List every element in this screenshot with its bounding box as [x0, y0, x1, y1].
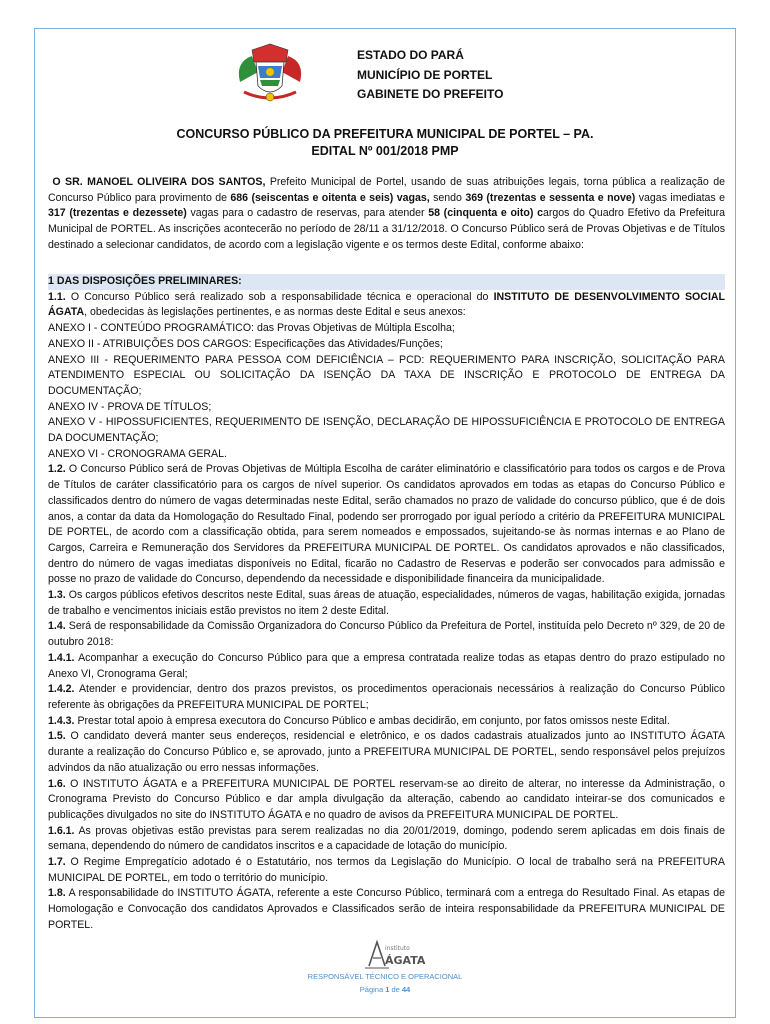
item-text: Será de responsabilidade da Comissão Organizadora do Concurso Público da Prefeitura de Portel, instituída pelo Decreto nº 329, de 20 de outubro 2018: — [48, 620, 725, 649]
municipal-coat-of-arms-logo — [230, 42, 310, 106]
intro-paragraph — [48, 175, 725, 254]
item-number: 1.3. — [48, 589, 66, 602]
item-1-3 — [48, 588, 725, 619]
annex-1: ANEXO I - CONTEÚDO PROGRAMÁTICO: das Provas Objetivas de Múltipla Escolha; — [48, 322, 455, 335]
item-number: 1.4.3. — [48, 714, 75, 727]
item-1-4 — [48, 619, 725, 650]
item-text: O candidato deverá manter seus endereços, residencial e eletrônico, e os dados cadastrais atualizados junto ao INSTITUTO ÁGATA durante a realização do Concurso Público e, se aprovado, junto a PREFEITURA MUNICIPAL DE PORTEL, sendo responsável pelos prejuízos advindos da não atualização ou erro nessas informações. — [48, 730, 725, 774]
annex-6: ANEXO VI - CRONOGRAMA GERAL. — [48, 447, 227, 460]
intro-text: vagas imediatas e — [635, 191, 725, 204]
section-1 — [48, 274, 725, 934]
instituto-agata-logo — [355, 936, 425, 974]
annex-2: ANEXO II - ATRIBUIÇÕES DOS CARGOS: Especificações das Atividades/Funções; — [48, 337, 443, 350]
header-office: GABINETE DO PREFEITO — [357, 87, 504, 101]
intro-vacancies-immediate: 369 (trezentas e sessenta e nove) — [465, 191, 636, 204]
institute-name: INSTITUTO DE DESENVOLVIMENTO SOCIAL ÁGATA — [48, 290, 726, 319]
item-text: , obedecidas às legislações pertinentes, e as normas deste Edital e seus anexos: — [84, 306, 466, 319]
item-number: 1.4.1. — [48, 651, 75, 664]
item-1-2 — [48, 462, 725, 588]
item-number: 1.8. — [48, 887, 66, 900]
intro-vacancies-reserve: 317 (trezentas e dezessete) — [48, 207, 187, 220]
item-text: O INSTITUTO ÁGATA e a PREFEITURA MUNICIPAL DE PORTEL reservam-se ao direito de alterar, no interesse da Administração, o Cronograma Previsto do Concurso Público e dar ampla divulgação da alteração, cabendo ao candidato inteirar-se dos comunicados e publicações divulgados no site do INSTITUTO ÁGATA e no quadro de avisos da PREFEITURA MUNICIPAL DE PORTEL. — [48, 777, 725, 821]
page-number — [0, 985, 770, 994]
intro-text: vagas para o cadastro de reservas, para atender — [186, 207, 429, 220]
edital-number: EDITAL Nº 001/2018 PMP — [311, 144, 459, 158]
page-current: 1 — [385, 985, 390, 994]
annex-4: ANEXO IV - PROVA DE TÍTULOS; — [48, 400, 212, 413]
item-text: Prestar total apoio à empresa executora do Concurso Público e ambas decidirão, em conjunto, por fatos omissos neste Edital. — [74, 714, 670, 727]
page-prefix: Página — [359, 985, 386, 994]
header-municipality: MUNICÍPIO DE PORTEL — [357, 67, 493, 82]
item-text: Os cargos públicos efetivos descritos neste Edital, suas áreas de atuação, especialidades, números de vagas, habilitação exigida, jornadas de trabalho e vencimentos iniciais estão previstos no item 2 deste Edital. — [48, 589, 725, 617]
page-total: 44 — [401, 985, 411, 994]
item-1-4-3 — [48, 714, 725, 730]
item-1-4-1 — [48, 651, 725, 682]
item-1-4-2 — [48, 682, 725, 713]
item-number: 1.6. — [48, 777, 66, 790]
logo-small-text: instituto — [385, 945, 410, 952]
header-block — [357, 46, 503, 105]
section-heading: 1 DAS DISPOSIÇÕES PRELIMINARES: — [48, 274, 725, 290]
item-number: 1.6.1. — [48, 824, 75, 837]
intro-vacancies-total: 686 (seiscentas e oitenta e seis) vagas, — [230, 191, 430, 204]
item-1-1 — [48, 290, 725, 321]
item-text: Atender e providenciar, dentro dos prazos previstos, os procedimentos operacionais necessários à realização do Concurso Público referente às obrigações da PREFEITURA MUNICIPAL DE PORTEL; — [48, 683, 725, 711]
item-text: O Concurso Público será realizado sob a responsabilidade técnica e operacional do — [65, 290, 494, 303]
item-1-6-1 — [48, 824, 725, 855]
intro-text: sendo — [429, 191, 466, 204]
item-number: 1.1. — [48, 290, 66, 303]
intro-mayor-name: O SR. MANOEL OLIVEIRA DOS SANTOS, — [52, 176, 266, 188]
footer-responsible: RESPONSÁVEL TÉCNICO E OPERACIONAL — [307, 972, 463, 981]
annex-5: ANEXO V - HIPOSSUFICIENTES, REQUERIMENTO DE ISENÇÃO, DECLARAÇÃO DE HIPOSSUFICIÊNCIA E PROTOCOLO DE ENTREGA DA DOCUMENTAÇÃO; — [48, 416, 725, 445]
item-text: As provas objetivas estão previstas para serem realizadas no dia 20/01/2019, domingo, podendo serem aplicadas em dois finais de semana, dependendo do número de candidatos inscritos e a capacidade de lotação do município. — [48, 824, 725, 853]
item-1-5 — [48, 729, 725, 776]
item-number: 1.2. — [48, 463, 66, 476]
item-1-7 — [48, 855, 725, 886]
item-number: 1.4.2. — [48, 683, 75, 696]
item-text: A responsabilidade do INSTITUTO ÁGATA, referente a este Concurso Público, terminará com a entrega do Resultado Final. As etapas de Homologação e Convocação dos candidatos Aprovados e Classificados serão de inteira responsabilidade da PREFEITURA MUNICIPAL DE PORTEL. — [48, 887, 725, 931]
header-state: ESTADO DO PARÁ — [357, 48, 464, 62]
item-text: O Concurso Público será de Provas Objetivas de Múltipla Escolha de caráter eliminatório e classificatório para todos os cargos e de Prova de Títulos de caráter classificatório para os cargos de nível superior. Os candidatos aprovados em todas as etapas do Concurso Público e classificados dentro do número de vagas determinadas neste Edital, serão chamados no prazo de validade do concurso público, que é de dois anos, a contar da data da Homologação do Resultado Final, podendo ser prorrogado por igual período a critério da PREFEITURA MUNICIPAL DE PORTEL, de acordo com a classificação obtida, para serem nomeados e empossados, sujeitando-se às normas internas e ao Plano de Cargos, Carreira e Remuneração dos Servidores da PREFEITURA MUNICIPAL DE PORTEL. Os candidatos aprovados e não classificados, dentro do número de vagas imediatas disponíveis no Edital, ficarão no Cadastro de Reservas e poderão ser convocados para admissão e posse no prazo de validade do Concurso, dependendo da necessidade e disponibilidade financeira da municipalidade. — [48, 463, 725, 586]
annex-3: ANEXO III - REQUERIMENTO PARA PESSOA COM DEFICIÊNCIA – PCD: REQUERIMENTO PARA INSCRIÇÃO, SOLICITAÇÃO PARA ATENDIMENTO ESPECIAL OU SOLICITAÇÃO DA ISENÇÃO DA TAXA DE INSCRIÇÃO E PROTOCOLO DE ENTREGA DA DOCUMENTAÇÃO; — [48, 353, 725, 397]
item-number: 1.5. — [48, 730, 66, 743]
page-mid: de — [389, 985, 402, 994]
item-1-8 — [48, 886, 725, 933]
item-number: 1.4. — [48, 620, 66, 633]
item-text: Acompanhar a execução do Concurso Público para que a empresa contratada realize todas as etapas dentro do prazo estipulado no Anexo VI, Cronograma Geral; — [48, 651, 725, 680]
logo-name-text: ÁGATA — [385, 954, 425, 967]
document-title: CONCURSO PÚBLICO DA PREFEITURA MUNICIPAL DE PORTEL – PA. — [176, 127, 594, 141]
item-text: O Regime Empregatício adotado é o Estatutário, nos termos da Legislação do Município. O local de trabalho será na PREFEITURA MUNICIPAL DE PORTEL, em todo o território do município. — [48, 856, 725, 884]
intro-text: Prefeito Municipal de Portel, usando de suas atribuições legais, torna pública a realização de Concurso Público para provimento de — [48, 176, 725, 204]
intro-text: argos do Quadro Efetivo da Prefeitura Municipal de PORTEL. As inscrições acontecerão no período de 28/11 a 31/12/2018. O Concurso Público será de Provas Objetivas e de Títulos destinado a selecionar candidatos, de acordo com a legislação vigente e os termos deste Edital, conforme abaixo: — [48, 207, 726, 251]
item-1-6 — [48, 777, 725, 824]
intro-positions: 58 (cinquenta e oito) c — [428, 207, 543, 220]
item-number: 1.7. — [48, 856, 66, 869]
